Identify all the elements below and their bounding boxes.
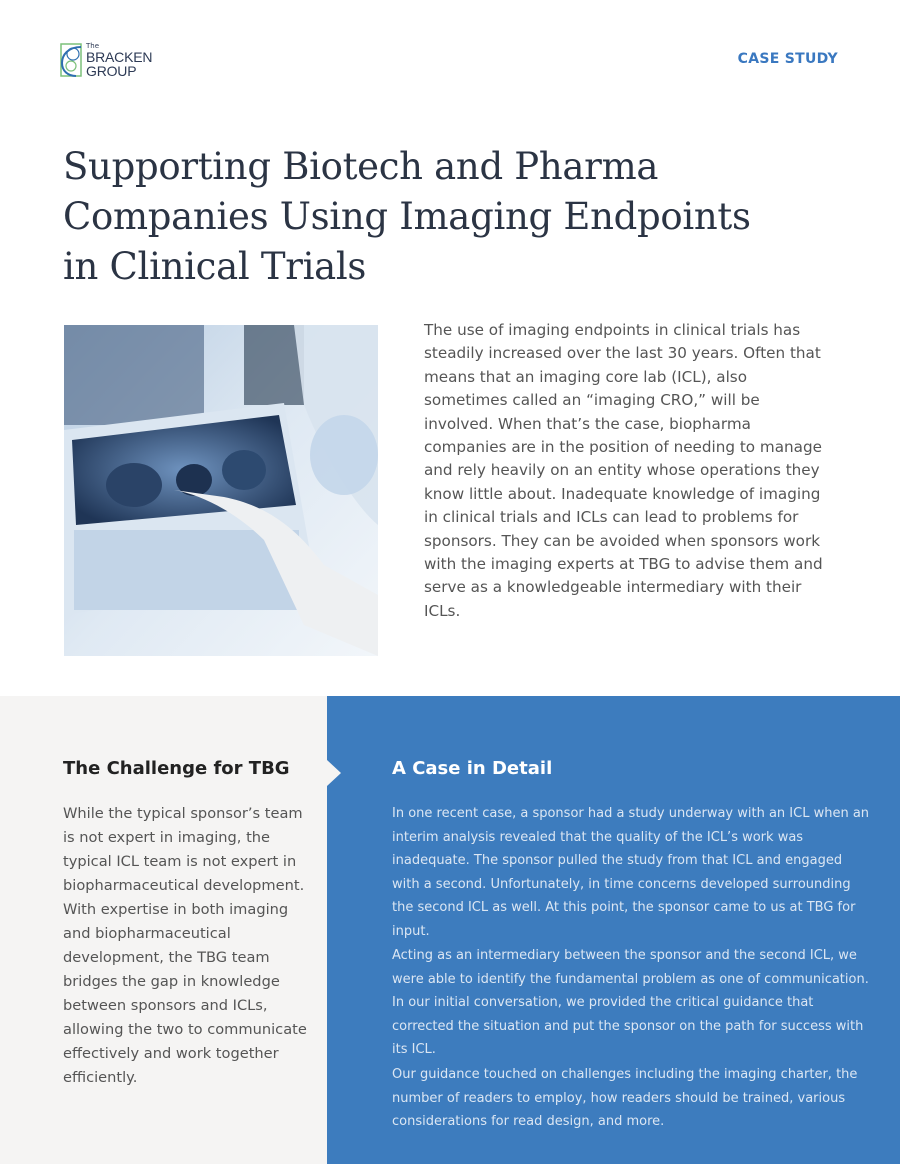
case-study-tag: CASE STUDY [737,51,838,67]
logo-the: The [86,41,100,50]
hero-image [64,325,378,656]
challenge-heading: The Challenge for TBG [63,758,290,779]
logo-mark-icon [60,43,82,77]
mri-scan-illustration [64,325,378,656]
case-detail-paragraph-2: Acting as an intermediary between the sponsor and the second ICL, we were able to identify the fundamental problem as one of communication. In our initial conversation, we provided the critical guidance that corrected the situation and put the sponsor on the path for success with its ICL. [392,948,869,1058]
case-detail-heading: A Case in Detail [392,758,553,779]
case-detail-paragraph-3: Our guidance touched on challenges including the imaging charter, the number of readers to employ, how readers should be trained, various considerations for read design, and more. [392,1067,858,1130]
logo-group: GROUP [86,62,137,79]
case-detail-paragraph-1: In one recent case, a sponsor had a study underway with an ICL when an interim analysis revealed that the quality of the ICL’s work was inadequate. The sponsor pulled the study from that ICL and engaged with a second. Unfortunately, in time concerns developed surrounding the second ICL as well. At this point, the sponsor came to us at TBG for input. [392,806,870,939]
intro-paragraph: The use of imaging endpoints in clinical trials has steadily increased over the last 30 years. Often that means that an imaging core lab (ICL), also sometimes called an “imaging CRO,” will be involved. When that’s the case, biopharma companies are in the position of needing to manage and rely heavily on an entity whose operations they know little about. Inadequate knowledge of imaging in clinical trials and ICLs can lead to problems for sponsors. They can be avoided when sponsors work with the imaging experts at TBG to advise them and serve as a knowledgeable intermediary with their ICLs. [424,321,823,620]
challenge-body: While the typical sponsor’s team is not expert in imaging, the typical ICL team is not expert in biopharmaceutical development. With expertise in both imaging and biopharmaceutical development, the TBG team bridges the gap in knowledge between sponsors and ICLs, allowing the two to communicate effectively and work together efficiently. [63,805,307,1086]
panel-arrow-icon [327,760,341,786]
bracken-group-logo [60,40,170,80]
page-title: Supporting Biotech and Pharma Companies Using Imaging Endpoints in Clinical Trials [63,145,751,288]
logo-bracken: BRACKEN [86,48,153,65]
